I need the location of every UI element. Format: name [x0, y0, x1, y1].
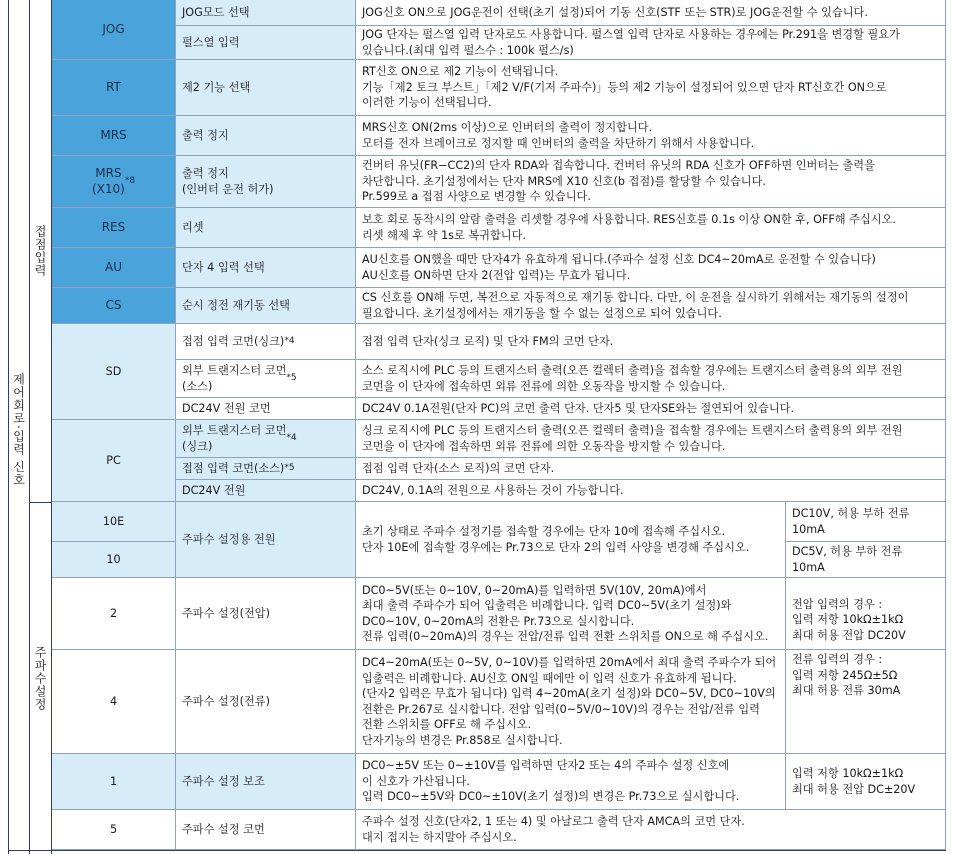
function-desc: 접점 입력 단자(싱크 로직) 및 단자 FM의 코먼 단자. [356, 324, 946, 360]
function-name: 순시 정전 재기동 선택 [176, 288, 356, 324]
function-name: 펄스열 입력 [176, 26, 356, 60]
function-name: 접점 입력 코먼(싱크) *4 [176, 324, 356, 360]
terminal-mrs-x10: MRS (X10) *8 [52, 156, 176, 208]
function-name: 주파수 설정(전류) [176, 650, 356, 754]
function-desc: RT신호 ON으로 제2 기능이 선택됩니다. 기능「제2 토크 부스트」「제2 V/F(기저 주파수)」등의 제2 기능이 설정되어 있으면 단자 RT신호간 ON으로 이러한 기능이 선택됩니다. [356, 60, 946, 116]
function-desc: AU신호를 ON했을 때만 단자4가 유효하게 됩니다.(주파수 설정 신호 DC4~20mA로 운전할 수 있습니다) AU신호를 ON하면 단자 2(전압 입력)는 무효가 됩니다. [356, 248, 946, 288]
function-desc: 주파수 설정 신호(단자2, 1 또는 4) 및 아날로그 출력 단자 AMCA의 코먼 단자. 대지 접지는 하지말아 주십시오. [356, 810, 946, 850]
function-desc: 초기 상태로 주파수 설정기를 접속할 경우에는 단자 10에 접속해 주십시오. 단자 10E에 접속할 경우에는 Pr.73으로 단자 2의 입력 사양을 변경해 주십시오. [356, 502, 786, 578]
terminal-cs: CS [52, 288, 176, 324]
function-desc: DC0~±5V 또는 0~±10V를 입력하면 단자2 또는 4의 주파수 설정 신호에 이 신호가 가산됩니다. 입력 DC0~±5V와 DC0~±10V(초기 설정)의 변경은 Pr.73으로 실시합니다. [356, 754, 786, 810]
spec-4: 전류 입력의 경우 : 입력 저항 245Ω±5Ω 최대 허용 전류 30mA [786, 650, 946, 754]
function-desc: 소스 로직시에 PLC 등의 트랜지스터 출력(오픈 컬렉터 출력)을 접속할 경우에는 트랜지스터 출력용의 외부 전원 코먼을 이 단자에 접속하면 외류 전류에 의한 오동작을 방지할 수 있습니다. [356, 360, 946, 398]
function-desc: 보호 회로 동작시의 알람 출력을 리셋할 경우에 사용합니다. RES신호를 0.1s 이상 ON한 후, OFF해 주십시오. 리셋 해제 후 약 1s로 복귀합니다. [356, 208, 946, 248]
function-desc: MRS신호 ON(2ms 이상)으로 인버터의 출력이 정지합니다. 모터를 전자 브레이크로 정지할 때 인버터의 출력을 차단하기 위해서 사용합니다. [356, 116, 946, 156]
terminal-10: 10 [52, 542, 176, 578]
function-name: 주파수 설정 코먼 [176, 810, 356, 850]
terminal-rt: RT [52, 60, 176, 116]
function-desc: DC4~20mA(또는 0~5V, 0~10V)를 입력하면 20mA에서 최대 출력 주파수가 되어 입출력은 비례합니다. AU신호 ON일 때에만 이 입력 신호가 유효하게 됩니다. (단자2 입력은 무효가 됩니다) 입력 4~20mA(초기 설정)와 DC0~5V, DC0~10V의 전환은 Pr.267로 실시합니다. 전압 입력(0~5V/0~10V)의 경우는 전압/전류 입력 전환 스위치를 OFF로 해 주십시오. 단자기능의 변경은 Pr.858로 실시합니다. [356, 650, 786, 754]
terminal-pc: PC [52, 420, 176, 502]
function-desc: DC24V 0.1A전원(단자 PC)의 코먼 출력 단자. 단자5 및 단자SE와는 절연되어 있습니다. [356, 398, 946, 420]
function-name: 리셋 [176, 208, 356, 248]
function-name: 외부 트랜지스터 코먼 (싱크) *4 [176, 420, 356, 458]
terminal-1: 1 [52, 754, 176, 810]
function-name: 주파수 설정(전압) [176, 578, 356, 650]
function-name: 외부 트랜지스터 코먼 (소스) *5 [176, 360, 356, 398]
bottom-rule [8, 850, 946, 851]
function-name: 주파수 설정용 전원 [176, 502, 356, 578]
function-name: 출력 정지 [176, 116, 356, 156]
function-desc: DC0~5V(또는 0~10V, 0~20mA)를 입력하면 5V(10V, 20mA)에서 최대 출력 주파수가 되어 입출력은 비례합니다. 입력 DC0~5V(초기 설정)와 DC0~10V, 0~20mA의 전환은 Pr.73으로 실시합니다. 전류 입력(0~20mA)의 경우는 전압/전류 입력 전환 스위치를 ON으로 해 주십시오. [356, 578, 786, 650]
contact-input-label: 접점입력 [30, 0, 52, 502]
spec-10e: DC10V, 허용 부하 전류 10mA [786, 502, 946, 542]
function-desc: JOG 단자는 펄스열 입력 단자로도 사용합니다. 펄스열 입력 단자로 사용하는 경우에는 Pr.291을 변경할 필요가 있습니다.(최대 입력 펄스수 : 100k 펄스/s) [356, 26, 946, 60]
spec-2: 전압 입력의 경우 : 입력 저항 10kΩ±1kΩ 최대 허용 전압 DC20V [786, 578, 946, 650]
terminal-res: RES [52, 208, 176, 248]
function-desc: CS 신호를 ON해 두면, 복전으로 자동적으로 재기동 합니다. 다만, 이 운전을 실시하기 위해서는 재기동의 설정이 필요합니다. 초기설정에서는 재기동을 할 수 없는 설정으로 되어 있습니다. [356, 288, 946, 324]
function-desc: DC24V, 0.1A의 전원으로 사용하는 것이 가능합니다. [356, 480, 946, 502]
function-name: 주파수 설정 보조 [176, 754, 356, 810]
function-name: 출력 정지 (인버터 운전 허가) [176, 156, 356, 208]
function-name: DC24V 전원 코먼 [176, 398, 356, 420]
terminal-2: 2 [52, 578, 176, 650]
function-name: 제2 기능 선택 [176, 60, 356, 116]
spec-10: DC5V, 허용 부하 전류 10mA [786, 542, 946, 578]
function-name: DC24V 전원 [176, 480, 356, 502]
terminal-4: 4 [52, 650, 176, 754]
function-desc: JOG신호 ON으로 JOG운전이 선택(초기 설정)되어 기동 신호(STF 또는 STR)로 JOG운전할 수 있습니다. [356, 0, 946, 26]
function-name: JOG모드 선택 [176, 0, 356, 26]
function-desc: 싱크 로직시에 PLC 등의 트랜지스터 출력(오픈 컬렉터 출력)을 접속할 경우에는 트랜지스터 출력용의 외부 전원 코먼을 이 단자에 접속하면 외류 전류에 의한 오동작을 방지할 수 있습니다. [356, 420, 946, 458]
function-name: 단자 4 입력 선택 [176, 248, 356, 288]
terminal-jog: JOG [52, 0, 176, 60]
terminal-5: 5 [52, 810, 176, 850]
function-name: 접점 입력 코먼(소스) *5 [176, 458, 356, 480]
terminal-sd: SD [52, 324, 176, 420]
main-side-label-column [8, 0, 30, 854]
terminal-10e: 10E [52, 502, 176, 542]
function-desc: 컨버터 유닛(FR−CC2)의 단자 RDA와 접속합니다. 컨버터 유닛의 RDA 신호가 OFF하면 인버터는 출력을 차단합니다. 초기설정에서는 단자 MRS에 X10 신호(b 접점)를 할당할 수 있습니다. Pr.599로 a 접점 사양으로 변경할 수 있습니다. [356, 156, 946, 208]
terminal-mrs: MRS [52, 116, 176, 156]
freq-setting-label: 주파수설정 [30, 502, 52, 854]
main-side-label: 제어회로·입력 신호 [11, 373, 26, 487]
terminal-au: AU [52, 248, 176, 288]
function-desc: 접점 입력 단자(소스 로직)의 코먼 단자. [356, 458, 946, 480]
spec-1: 입력 저항 10kΩ±1kΩ 최대 허용 전압 DC±20V [786, 754, 946, 810]
